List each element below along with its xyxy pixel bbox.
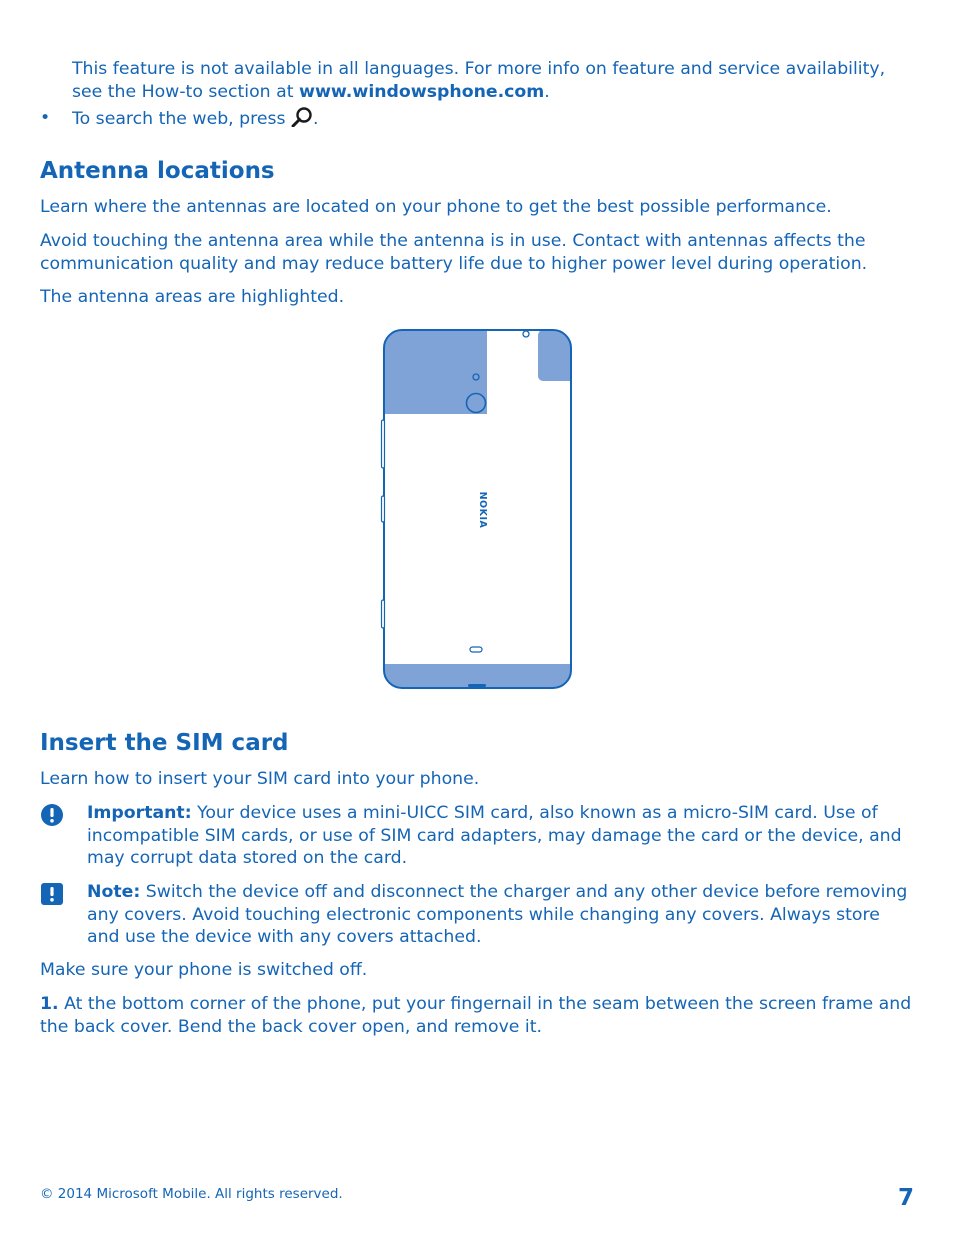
bullet-item (72, 107, 914, 134)
bottom-port (468, 684, 486, 687)
antenna-paragraph-1: Learn where the antennas are located on your phone to get the best possible performance. (40, 197, 832, 217)
sim-paragraph-1: Learn how to insert your SIM card into your phone. (40, 769, 480, 789)
antenna-area-top-left (384, 330, 487, 414)
speaker-grille (470, 647, 482, 652)
section-heading-sim: Insert the SIM card (40, 730, 289, 756)
intro-text-end: . (544, 81, 550, 102)
note-paragraph (87, 881, 914, 949)
footer-copyright: © 2014 Microsoft Mobile. All rights reserved. (40, 1186, 343, 1202)
side-right-edge (570, 428, 572, 488)
important-text: Your device uses a mini-UICC SIM card, also known as a micro-SIM card. Use of incompatible SIM cards, or use of SIM card adapters, may damage the card or the device, and may corrupt data stored on the card. (87, 803, 902, 868)
antenna-paragraph-3: The antenna areas are highlighted. (40, 287, 345, 307)
side-button-volume (382, 420, 385, 468)
antenna-paragraph-2: Avoid touching the antenna area while the antenna is in use. Contact with antennas affects the communication quality and may reduce battery life due to higher power level during operation. (40, 231, 868, 274)
step-1-number: 1. (40, 994, 59, 1014)
exclamation-circle-icon (40, 803, 64, 827)
search-icon (291, 107, 313, 134)
side-button-power (382, 496, 385, 522)
nokia-logo: NOKIA (477, 491, 488, 529)
important-label: Important: (87, 803, 192, 823)
intro-paragraph (72, 58, 914, 103)
sim-paragraph-2: Make sure your phone is switched off. (40, 960, 368, 980)
windowsphone-link[interactable]: www.windowsphone.com (299, 81, 545, 102)
page-number: 7 (897, 1185, 914, 1211)
note-label: Note: (87, 882, 141, 902)
bullet-symbol: • (40, 108, 51, 128)
intro-text: This feature is not available in all languages. For more info on feature and service availability, see the How-to section at (72, 59, 886, 102)
step-1-text: At the bottom corner of the phone, put your fingernail in the seam between the screen frame and the back cover. Bend the back cover open, and remove it. (40, 994, 912, 1037)
side-button-camera (382, 600, 385, 628)
step-1 (40, 993, 914, 1038)
bullet-text: To search the web, press (72, 109, 291, 129)
note-text: Switch the device off and disconnect the charger and any other device before removing any covers. Avoid touching electronic components while changing any covers. Always store and use the device with any covers attached. (87, 882, 908, 947)
mic-top (523, 331, 529, 337)
exclamation-square-icon (40, 882, 64, 906)
important-note (87, 802, 914, 870)
bullet-end: . (312, 109, 319, 129)
section-heading-antenna: Antenna locations (40, 158, 275, 184)
phone-antenna-diagram (380, 328, 576, 699)
